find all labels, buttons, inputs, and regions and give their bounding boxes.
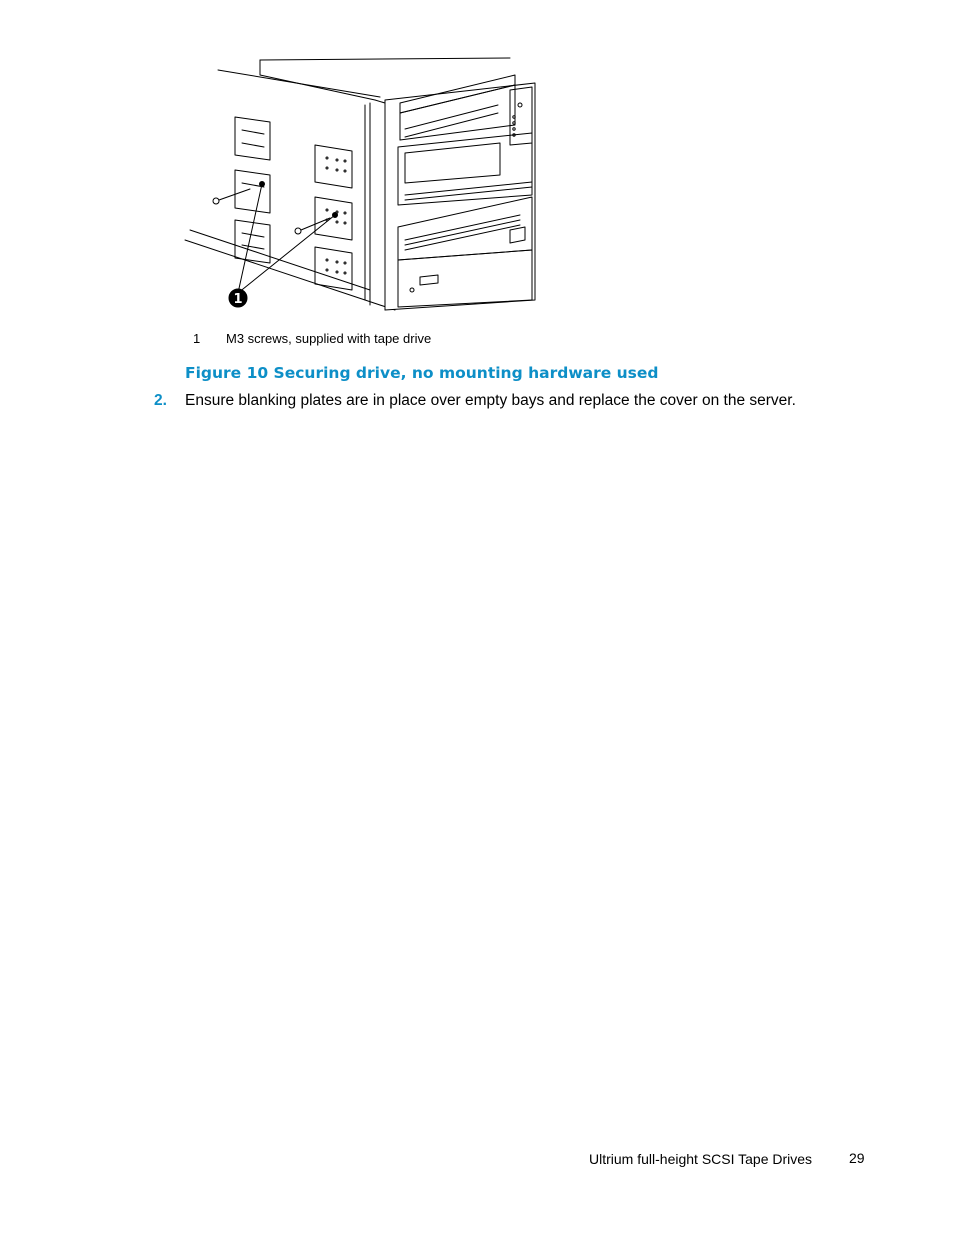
legend-number: 1 bbox=[193, 331, 201, 346]
figure-caption: Figure 10 Securing drive, no mounting hardware used bbox=[185, 364, 659, 382]
step-text: Ensure blanking plates are in place over empty bays and replace the cover on the server. bbox=[185, 392, 796, 409]
figure-illustration bbox=[180, 55, 540, 315]
procedure-step bbox=[154, 392, 796, 410]
step-number: 2. bbox=[154, 392, 167, 409]
legend-text: M3 screws, supplied with tape drive bbox=[226, 331, 432, 346]
drive-bay-front bbox=[385, 75, 535, 310]
callout-lines bbox=[238, 184, 335, 293]
figure-legend-item bbox=[193, 331, 431, 346]
callout-badge bbox=[229, 289, 247, 307]
callout-number: 1 bbox=[233, 292, 243, 307]
footer-document-title: Ultrium full-height SCSI Tape Drives bbox=[589, 1151, 813, 1167]
screw-icon bbox=[213, 182, 338, 235]
bay-slots-left bbox=[235, 117, 270, 263]
footer-page-number: 29 bbox=[849, 1150, 865, 1166]
